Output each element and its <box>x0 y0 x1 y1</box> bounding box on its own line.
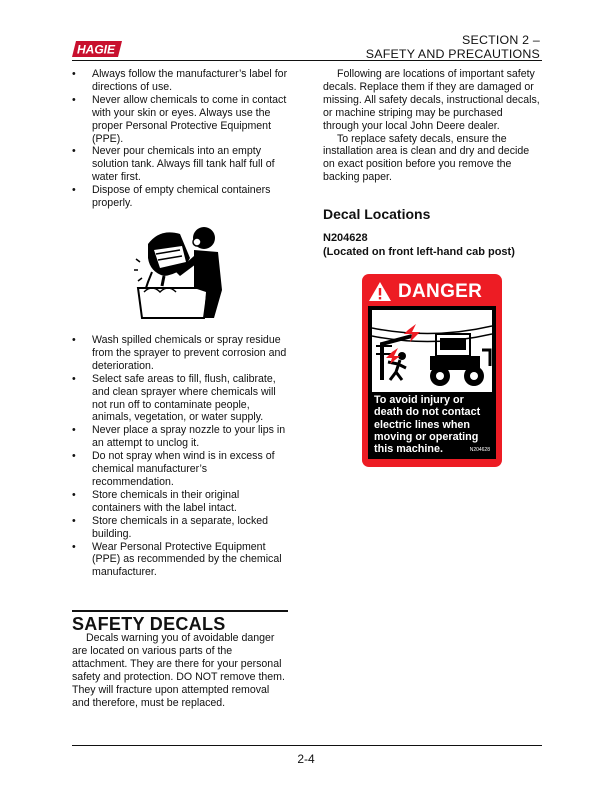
danger-message: To avoid injury or death do not contact electric lines when moving or operating this machine. <box>374 394 481 456</box>
list-item: • Wear Personal Protective Equipment (PPE) as recommended by the chemical manufacturer. <box>72 540 282 579</box>
decal-locations-heading: Decal Locations <box>323 206 431 222</box>
chemical-handling-list-1 <box>72 68 288 210</box>
section-title: SAFETY AND PRECAUTIONS <box>365 47 540 61</box>
decal-intro-paragraph-2: To replace safety decals, ensure the installation area is clean and dry and decide on exact position before you remove the backing paper. <box>323 132 530 184</box>
danger-signal-word: DANGER <box>398 281 483 302</box>
list-item: • Store chemicals in their original containers with the label intact. <box>72 488 240 514</box>
warning-triangle-icon <box>368 281 392 302</box>
list-item: • Never allow chemicals to come in contact with your skin or eyes. Always use the proper Personal Protective Equipment (PPE). <box>72 93 287 145</box>
page-number: 2-4 <box>297 752 315 766</box>
decal-location: (Located on front left-hand cab post) <box>323 245 515 258</box>
section-heading <box>366 33 540 61</box>
list-item: • Select safe areas to fill, flush, calibrate, and clean sprayer where chemicals will not run off to contaminate people, animals, vegetation, or water supply. <box>72 372 276 424</box>
decal-intro-paragraph-1: Following are locations of important safety decals. Replace them if they are damaged or missing. All safety decals, instructional decals, or machine striping may be purchased through your local John Deere dealer. <box>323 68 540 132</box>
safety-decals-body: Decals warning you of avoidable danger are located on various parts of the attachment. They are there for your personal safety and protection. DO NOT remove them. They will fracture upon attempted removal and therefore, must be replaced. <box>72 632 285 709</box>
chemical-handling-list-2 <box>72 334 288 579</box>
list-item: • Always follow the manufacturer’s label for directions of use. <box>72 68 288 93</box>
safety-decals-heading: SAFETY DECALS <box>72 614 226 634</box>
decal-caption <box>323 232 515 259</box>
list-item: • Store chemicals in a separate, locked building. <box>72 514 269 540</box>
section-rule <box>72 610 288 612</box>
footer-rule <box>72 745 542 746</box>
list-item: • Dispose of empty chemical containers properly. <box>72 184 271 210</box>
danger-header <box>368 280 496 302</box>
list-item: • Do not spray when wind is in excess of chemical manufacturer’s recommendation. <box>72 450 275 488</box>
electric-line-hazard-icon <box>372 310 492 392</box>
hagie-logo <box>72 40 122 58</box>
chemical-pouring-illustration <box>134 222 228 320</box>
decal-intro <box>323 68 541 184</box>
list-item: • Never place a spray nozzle to your lips in an attempt to unclog it. <box>72 424 286 450</box>
list-item: • Never pour chemicals into an empty solution tank. Always fill tank half full of water first. <box>72 145 275 184</box>
section-number: SECTION 2 – <box>462 33 540 47</box>
list-item: • Wash spilled chemicals or spray residue from the sprayer to prevent corrosion and deterioration. <box>72 334 287 372</box>
danger-decal <box>362 274 502 467</box>
svg-text:HAGIE: HAGIE <box>76 42 116 57</box>
danger-panel <box>368 306 496 459</box>
decal-part-number: N204628 <box>323 232 368 244</box>
decal-code: N204628 <box>469 447 490 453</box>
header-rule <box>72 60 542 61</box>
